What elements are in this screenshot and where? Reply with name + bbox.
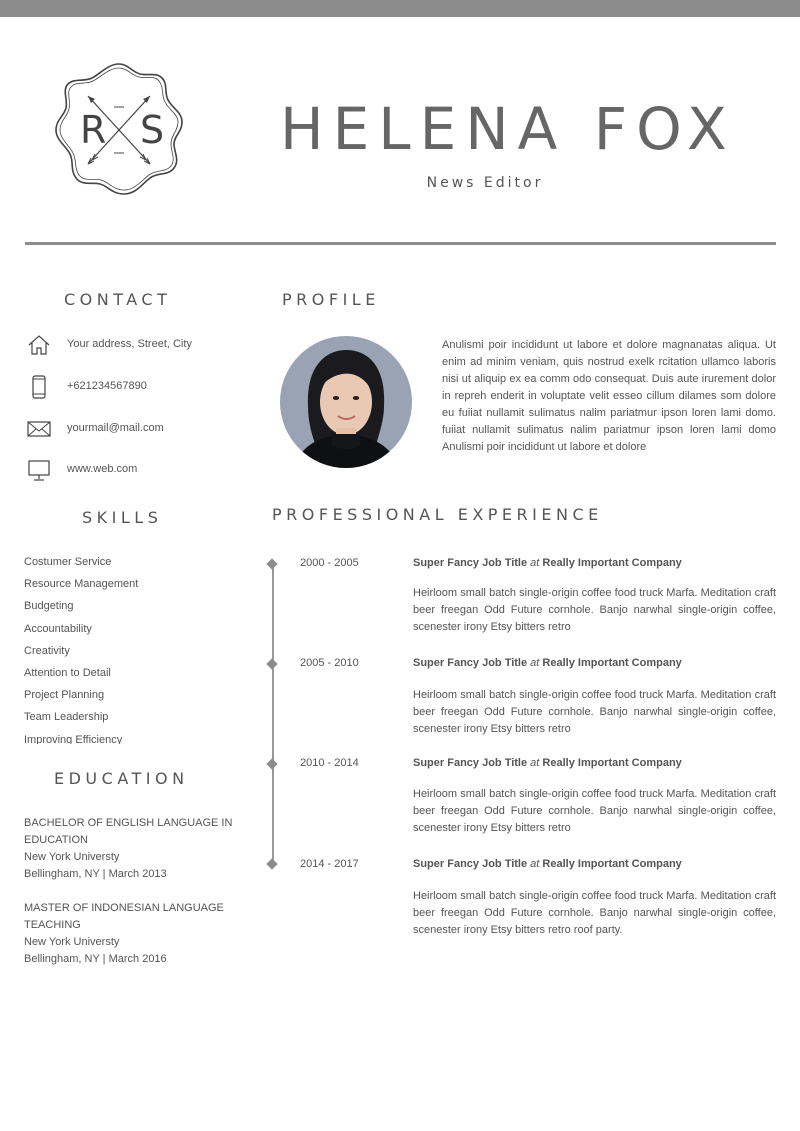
experience-company: Really Important Company <box>542 657 682 669</box>
experience-heading <box>413 858 682 870</box>
experience-years: 2014 - 2017 <box>300 858 359 870</box>
monogram-logo <box>48 60 190 200</box>
experience-description: Heirloom small batch single-origin coffee food truck Marfa. Meditation craft beer freegan Odd Future cornhole. Banjo narwhal single-origin coffee, scenester irony Etsy bitters retro <box>413 788 776 834</box>
contact-address <box>26 333 246 357</box>
education-school: New York Universty <box>24 936 120 948</box>
skill-item: Project Planning <box>24 689 105 702</box>
monogram-badge-icon <box>48 60 190 200</box>
experience-at: at <box>530 657 540 669</box>
skill-item: Resource Management <box>24 578 139 591</box>
contact-phone-text: +621234567890 <box>67 380 147 392</box>
skill-item: Accountability <box>24 622 92 635</box>
experience-title: PROFESSIONAL EXPERIENCE <box>272 505 603 524</box>
education-entry <box>24 900 234 968</box>
experience-at: at <box>530 557 540 569</box>
profile-summary: Anulismi poir incididunt ut labore et dolore magnanatas aliqua. Ut enim ad minim veniam, quis nostrud exelk rcitation ullamco laboris nisi ut aliquip ex ea comm odo consequat. Duis aute irurement dolor in repreh enderit in voluptate velit esseo cillum dilames som dolore eu fuiiat nullamit sulimatus nalim pariatmur ipson loren lami domo. fuiiat nullamit sulimatus nalim pariatmur ipson loren lami domo Anulismi poir incididunt ut labore et dolore <box>442 339 776 453</box>
education-title: EDUCATION <box>54 769 189 788</box>
education-location: Bellingham, NY | March 2013 <box>24 868 167 880</box>
timeline-marker <box>266 658 277 669</box>
experience-company: Really Important Company <box>542 858 682 870</box>
experience-at: at <box>530 858 540 870</box>
experience-job-title: Super Fancy Job Title <box>413 757 528 769</box>
contact-email <box>26 417 246 441</box>
education-entry <box>24 815 234 883</box>
experience-company: Really Important Company <box>542 757 682 769</box>
header-divider <box>25 242 776 245</box>
timeline-marker <box>266 558 277 569</box>
skill-item: Attention to Detail <box>24 666 111 679</box>
timeline-line <box>272 563 274 865</box>
top-bar <box>0 0 800 17</box>
experience-job-title: Super Fancy Job Title <box>413 557 528 569</box>
education-location: Bellingham, NY | March 2016 <box>24 953 167 965</box>
contact-email-text: yourmail@mail.com <box>67 422 164 434</box>
experience-years: 2005 - 2010 <box>300 657 359 669</box>
contact-website <box>26 458 246 482</box>
skill-item: Improving Efficiency <box>24 733 123 744</box>
candidate-name: HELENA FOX <box>280 95 736 163</box>
job-title: News Editor <box>426 175 544 191</box>
experience-description: Heirloom small batch single-origin coffee food truck Marfa. Meditation craft beer freegan Odd Future cornhole. Banjo narwhal single-origin coffee, scenester irony Etsy bitters retro <box>413 587 776 633</box>
experience-heading <box>413 557 682 569</box>
monogram-right-letter: S <box>140 108 165 152</box>
home-icon <box>26 333 52 357</box>
education-degree: MASTER OF INDONESIAN LANGUAGE TEACHING <box>24 902 224 931</box>
profile-title: PROFILE <box>282 290 380 309</box>
profile-photo <box>280 336 412 468</box>
education-school: New York Universty <box>24 851 120 863</box>
experience-years: 2000 - 2005 <box>300 557 359 569</box>
monogram-left-letter: R <box>80 108 107 152</box>
skills-list <box>24 554 244 744</box>
experience-job-title: Super Fancy Job Title <box>413 858 528 870</box>
monitor-icon <box>26 458 52 482</box>
phone-icon <box>26 375 52 399</box>
skills-title: SKILLS <box>82 508 163 527</box>
experience-heading <box>413 757 682 769</box>
experience-description: Heirloom small batch single-origin coffee food truck Marfa. Meditation craft beer freegan Odd Future cornhole. Banjo narwhal single-origin coffee, scenester irony Etsy bitters retro roof party. <box>413 890 776 936</box>
skill-item: Team Leadership <box>24 711 109 724</box>
contact-address-text: Your address, Street, City <box>67 338 192 350</box>
contact-phone <box>26 375 246 399</box>
timeline-marker <box>266 758 277 769</box>
portrait-image <box>280 336 412 468</box>
timeline-marker <box>266 858 277 869</box>
experience-at: at <box>530 757 540 769</box>
experience-job-title: Super Fancy Job Title <box>413 657 528 669</box>
experience-years: 2010 - 2014 <box>300 757 359 769</box>
experience-heading <box>413 657 682 669</box>
education-degree: BACHELOR OF ENGLISH LANGUAGE IN EDUCATION <box>24 817 233 846</box>
skill-item: Creativity <box>24 644 70 657</box>
skill-item: Costumer Service <box>24 556 112 568</box>
experience-company: Really Important Company <box>542 557 682 569</box>
mail-icon <box>26 417 52 441</box>
experience-description: Heirloom small batch single-origin coffee food truck Marfa. Meditation craft beer freegan Odd Future cornhole. Banjo narwhal single-origin coffee, scenester irony Etsy bitters retro <box>413 689 776 735</box>
skill-item: Budgeting <box>24 600 74 613</box>
contact-title: CONTACT <box>64 290 172 309</box>
contact-website-text: www.web.com <box>67 463 138 475</box>
